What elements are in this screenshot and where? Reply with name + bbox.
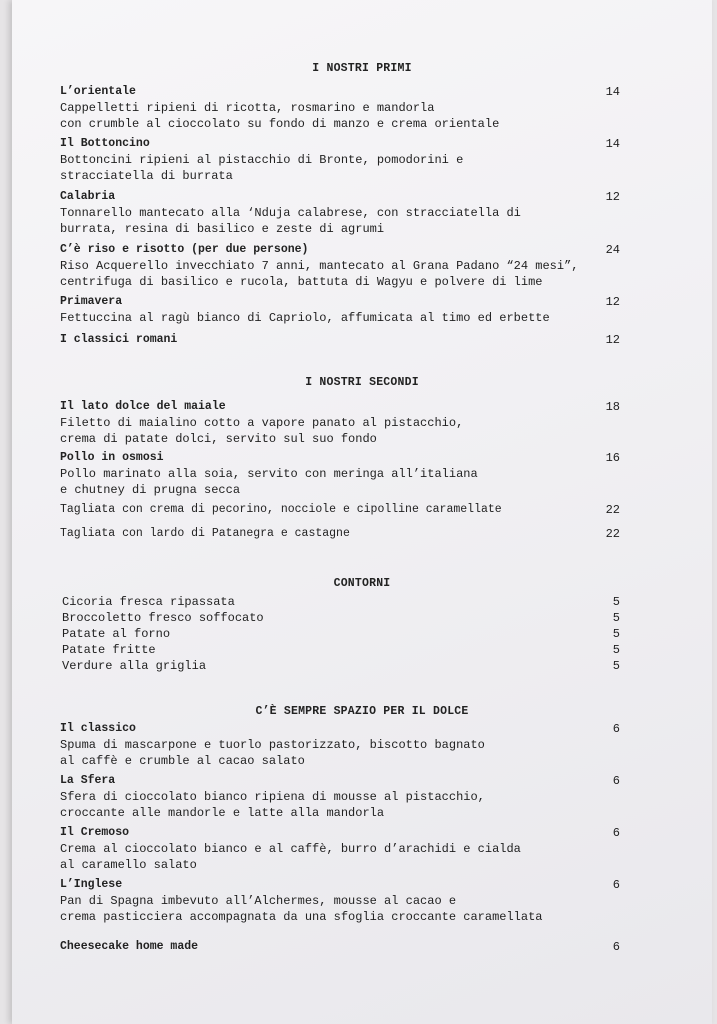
item-price: 6: [612, 878, 620, 892]
item-description: Riso Acquerello invecchiato 7 anni, mantecato al Grana Padano “24 mesi”, centrifuga di basilico e rucola, battuta di Wagyu e polvere di lime: [60, 259, 579, 289]
item-price: 5: [612, 611, 620, 625]
item-name: L’Inglese: [60, 878, 123, 891]
item-description: Sfera di cioccolato bianco ripiena di mousse al pistacchio, croccante alle mandorle e latte alla mandorla: [60, 790, 485, 820]
item-price: 12: [605, 295, 620, 309]
item-name: Pollo in osmosi: [60, 451, 164, 464]
menu-item: [60, 332, 660, 348]
item-description: Pan di Spagna imbevuto all’Alchermes, mousse al cacao e crema pasticciera accompagnata da una sfoglia croccante caramellata: [60, 894, 543, 924]
menu-item: [60, 84, 660, 132]
item-price: 5: [612, 595, 620, 609]
item-name: Tagliata con lardo di Patanegra e castagne: [60, 527, 350, 540]
menu-item: [60, 825, 660, 873]
item-name: C’è riso e risotto (per due persone): [60, 243, 309, 256]
item-description: Filetto di maialino cotto a vapore panato al pistacchio, crema di patate dolci, servito sul suo fondo: [60, 416, 464, 446]
menu-item: [60, 502, 660, 518]
menu-item: [60, 450, 660, 498]
item-description: Spuma di mascarpone e tuorlo pastorizzato, biscotto bagnato al caffè e crumble al cacao salato: [60, 738, 485, 768]
section-title-primi: I NOSTRI PRIMI: [312, 62, 412, 75]
menu-item: [62, 642, 662, 658]
item-description: Cappelletti ripieni di ricotta, rosmarino e mandorla con crumble al cioccolato su fondo di manzo e crema orientale: [60, 101, 500, 131]
section-title-contorni: CONTORNI: [333, 577, 391, 590]
menu-item: [62, 658, 662, 674]
item-price: 22: [605, 527, 620, 541]
item-name: Verdure alla griglia: [62, 659, 207, 673]
item-name: L’orientale: [60, 85, 136, 98]
item-price: 12: [605, 333, 620, 347]
item-name: Primavera: [60, 295, 123, 308]
item-description: Fettuccina al ragù bianco di Capriolo, affumicata al timo ed erbette: [60, 311, 550, 325]
item-name: Il lato dolce del maiale: [60, 400, 226, 413]
item-price: 16: [605, 451, 620, 465]
menu-item: [60, 773, 660, 821]
item-price: 24: [605, 243, 620, 257]
item-name: Patate fritte: [62, 643, 156, 657]
item-description: Bottoncini ripieni al pistacchio di Bronte, pomodorini e stracciatella di burrata: [60, 153, 464, 183]
menu-item: [60, 939, 660, 955]
menu: [12, 0, 712, 1024]
menu-item: [60, 242, 660, 290]
item-price: 6: [612, 940, 620, 954]
item-price: 18: [605, 400, 620, 414]
item-name: La Sfera: [60, 774, 116, 787]
item-price: 5: [612, 659, 620, 673]
section-title-dolci: C’È SEMPRE SPAZIO PER IL DOLCE: [255, 705, 469, 718]
item-price: 6: [612, 722, 620, 736]
menu-paper: [12, 0, 712, 1024]
item-price: 12: [605, 190, 620, 204]
item-name: Broccoletto fresco soffocato: [62, 611, 264, 625]
item-price: 22: [605, 503, 620, 517]
item-name: Tagliata con crema di pecorino, nocciole e cipolline caramellate: [60, 503, 502, 516]
item-name: Il Cremoso: [60, 826, 130, 839]
item-price: 6: [612, 774, 620, 788]
item-price: 5: [612, 643, 620, 657]
item-name: Il classico: [60, 722, 136, 735]
item-description: Tonnarello mantecato alla ‘Nduja calabrese, con stracciatella di burrata, resina di basilico e zeste di agrumi: [60, 206, 521, 236]
menu-item: [62, 626, 662, 642]
item-name: Il Bottoncino: [60, 137, 150, 150]
item-name: I classici romani: [60, 333, 178, 346]
menu-item: [60, 294, 660, 326]
menu-item: [62, 594, 662, 610]
item-description: Pollo marinato alla soia, servito con meringa all’italiana e chutney di prugna secca: [60, 467, 478, 497]
item-name: Cheesecake home made: [60, 940, 199, 953]
menu-item: [60, 189, 660, 237]
item-price: 14: [605, 85, 620, 99]
item-description: Crema al cioccolato bianco e al caffè, burro d’arachidi e cialda al caramello salato: [60, 842, 521, 872]
item-name: Patate al forno: [62, 627, 171, 641]
item-price: 5: [612, 627, 620, 641]
menu-item: [60, 136, 660, 184]
menu-item: [60, 877, 660, 925]
section-title-secondi: I NOSTRI SECONDI: [305, 376, 419, 389]
item-price: 14: [605, 137, 620, 151]
item-price: 6: [612, 826, 620, 840]
menu-item: [62, 610, 662, 626]
menu-item: [60, 399, 660, 447]
item-name: Calabria: [60, 190, 116, 203]
menu-item: [60, 721, 660, 769]
menu-item: [60, 526, 660, 542]
item-name: Cicoria fresca ripassata: [62, 595, 235, 609]
